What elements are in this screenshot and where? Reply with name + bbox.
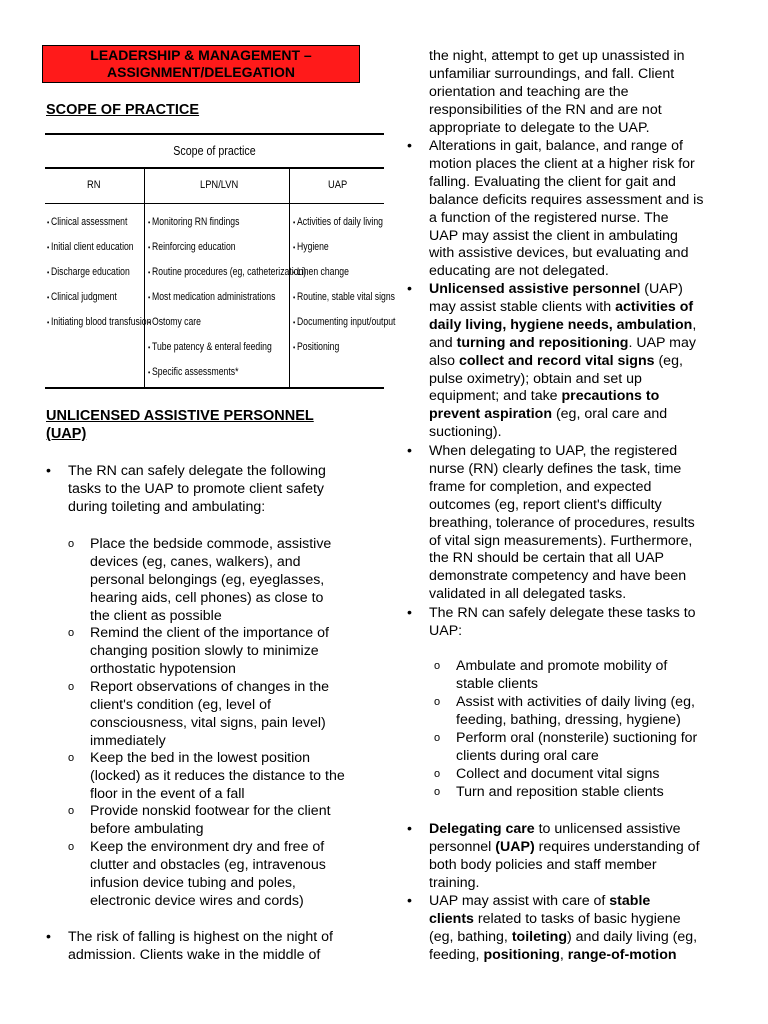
text-line: Unlicensed assistive personnel (UAP): [429, 281, 683, 297]
list-item: • Positioning: [293, 340, 395, 365]
text-line: Keep the environment dry and free of: [90, 839, 325, 855]
text-line: before ambulating: [90, 820, 204, 837]
col-lpn: LPN/LVN: [200, 179, 239, 191]
list-item: • Clinical judgment: [47, 290, 151, 315]
text-line: orthostatic hypotension: [90, 660, 236, 677]
text-line: Collect and document vital signs: [456, 766, 660, 782]
text-line: floor in the event of a fall: [90, 785, 245, 802]
text-line: consciousness, vital signs, pain level): [90, 714, 326, 731]
text-line: training.: [429, 874, 480, 891]
uap-list: [293, 215, 421, 365]
text-line: Assist with activities of daily living (eg,: [456, 694, 695, 710]
text-line: breathing, tolerance of procedures, results: [429, 514, 695, 531]
text-line: UAP may assist with care of stable: [429, 893, 651, 909]
list-item: • Initial client education: [47, 240, 151, 265]
text-line: (locked) as it reduces the distance to the: [90, 767, 345, 784]
text-line: during toileting and ambulating:: [68, 498, 266, 515]
text-line: the RN should be certain that all UAP: [429, 550, 665, 567]
text-line: the night, attempt to get up unassisted in: [429, 48, 685, 64]
text-line: Report observations of changes in the: [90, 679, 329, 695]
col-uap: UAP: [328, 179, 348, 191]
text-line: orientation and teaching are the: [429, 83, 629, 100]
list-item: • Specific assessments*: [148, 365, 306, 390]
list-item: • Activities of daily living: [293, 215, 395, 240]
list-item: • Discharge education: [47, 265, 151, 290]
text-line: hearing aids, cell phones) as close to: [90, 589, 324, 606]
text-line: Remind the client of the importance of: [90, 625, 329, 641]
text-line: equipment; and take precautions to: [429, 388, 660, 405]
text-line: clients related to tasks of basic hygiene: [429, 910, 681, 927]
text-line: frame for completion, and expected: [429, 478, 652, 495]
banner-line-2: ASSIGNMENT/DELEGATION: [107, 64, 295, 80]
banner-line-1: LEADERSHIP & MANAGEMENT –: [90, 47, 312, 63]
text-line: and turning and repositioning. UAP may: [429, 334, 696, 351]
text-line: clutter and obstacles (eg, intravenous: [90, 856, 326, 873]
text-line: with assistive devices, but evaluating and: [429, 245, 689, 262]
text-line: changing position slowly to minimize: [90, 642, 319, 659]
text-line: Delegating care to unlicensed assistive: [429, 821, 681, 837]
text-line: stable clients: [456, 675, 539, 692]
text-line: Provide nonskid footwear for the client: [90, 803, 331, 819]
text-line: validated in all delegated tasks.: [429, 586, 627, 603]
text-line: educating are not delegated.: [429, 263, 609, 280]
text-line: client's condition (eg, level of: [90, 696, 271, 713]
text-line: electronic device wires and cords): [90, 892, 304, 909]
text-line: admission. Clients wake in the middle of: [68, 946, 321, 963]
text-line: the client as possible: [90, 607, 222, 624]
text-line: immediately: [90, 732, 166, 749]
scope-table-title: Scope of practice: [173, 143, 256, 158]
text-line: Turn and reposition stable clients: [456, 784, 664, 800]
text-line: demonstrate competency and have been: [429, 568, 687, 585]
text-line: Alterations in gait, balance, and range of: [429, 138, 683, 154]
text-line: both body policies and staff member: [429, 856, 657, 873]
list-item: • Clinical assessment: [47, 215, 151, 240]
list-item: • Tube patency & enteral feeding: [148, 340, 306, 365]
text-line: daily living, hygiene needs, ambulation,: [429, 316, 697, 333]
list-item: • Routine procedures (eg, catheterization): [148, 265, 306, 290]
continued-text: [429, 48, 729, 138]
text-line: Ambulate and promote mobility of: [456, 658, 668, 674]
text-line: nurse (RN) clearly defines the task, time: [429, 460, 682, 477]
text-line: Keep the bed in the lowest position: [90, 750, 311, 766]
text-line: personnel (UAP) requires understanding of: [429, 838, 700, 855]
list-item: • Linen change: [293, 265, 395, 290]
list-item: • Routine, stable vital signs: [293, 290, 395, 315]
uap-heading: UNLICENSED ASSISTIVE PERSONNEL (UAP): [46, 408, 314, 442]
text-line: a function of the registered nurse. The: [429, 209, 669, 226]
text-line: (eg, bathing, toileting) and daily living (eg,: [429, 928, 698, 945]
text-line: also collect and record vital signs (eg,: [429, 352, 683, 369]
text-line: balance deficits requires assessment and is: [429, 191, 704, 208]
text-line: The RN can safely delegate these tasks to: [429, 605, 696, 621]
text-line: feeding, bathing, dressing, hygiene): [456, 711, 681, 728]
text-line: The risk of falling is highest on the night of: [68, 929, 333, 945]
text-line: unfamiliar surroundings, and fall. Client: [429, 65, 675, 82]
list-item: • Reinforcing education: [148, 240, 306, 265]
text-line: prevent aspiration (eg, oral care and: [429, 406, 668, 423]
list-item: • Most medication administrations: [148, 290, 306, 315]
list-item: • Ostomy care: [148, 315, 306, 340]
text-line: Perform oral (nonsterile) suctioning for: [456, 730, 698, 746]
list-item: • Monitoring RN findings: [148, 215, 306, 240]
text-line: When delegating to UAP, the registered: [429, 443, 678, 459]
text-line: Place the bedside commode, assistive: [90, 536, 332, 552]
col-rn: RN: [87, 179, 101, 191]
text-line: The RN can safely delegate the following: [68, 463, 326, 479]
list-item: • Hygiene: [293, 240, 395, 265]
text-line: UAP:: [429, 622, 463, 639]
list-item: • Initiating blood transfusion: [47, 315, 151, 340]
text-line: falling. Evaluating the client for gait and: [429, 173, 676, 190]
text-line: infusion device tubing and poles,: [90, 874, 296, 891]
text-line: outcomes (eg, report client's difficulty: [429, 496, 662, 513]
text-line: clients during oral care: [456, 747, 599, 764]
text-line: appropriate to delegate to the UAP.: [429, 119, 650, 136]
text-line: pulse oximetry); obtain and set up: [429, 370, 642, 387]
text-line: motion places the client at a higher risk for: [429, 155, 695, 172]
text-line: tasks to the UAP to promote client safety: [68, 480, 325, 497]
text-line: UAP may assist the client in ambulating: [429, 227, 678, 244]
text-line: devices (eg, canes, walkers), and: [90, 553, 301, 570]
scope-heading: SCOPE OF PRACTICE: [46, 102, 200, 118]
title-banner: [42, 45, 360, 83]
list-item: • Documenting input/output: [293, 315, 395, 340]
text-line: suctioning).: [429, 424, 502, 441]
scope-table: [45, 133, 396, 389]
text-line: may assist stable clients with activities of: [429, 298, 694, 315]
text-line: personal belongings (eg, eyeglasses,: [90, 571, 325, 588]
text-line: of vital sign measurements). Furthermore,: [429, 532, 693, 549]
text-line: responsibilities of the RN and are not: [429, 101, 662, 118]
text-line: feeding, positioning, range-of-motion: [429, 946, 677, 963]
